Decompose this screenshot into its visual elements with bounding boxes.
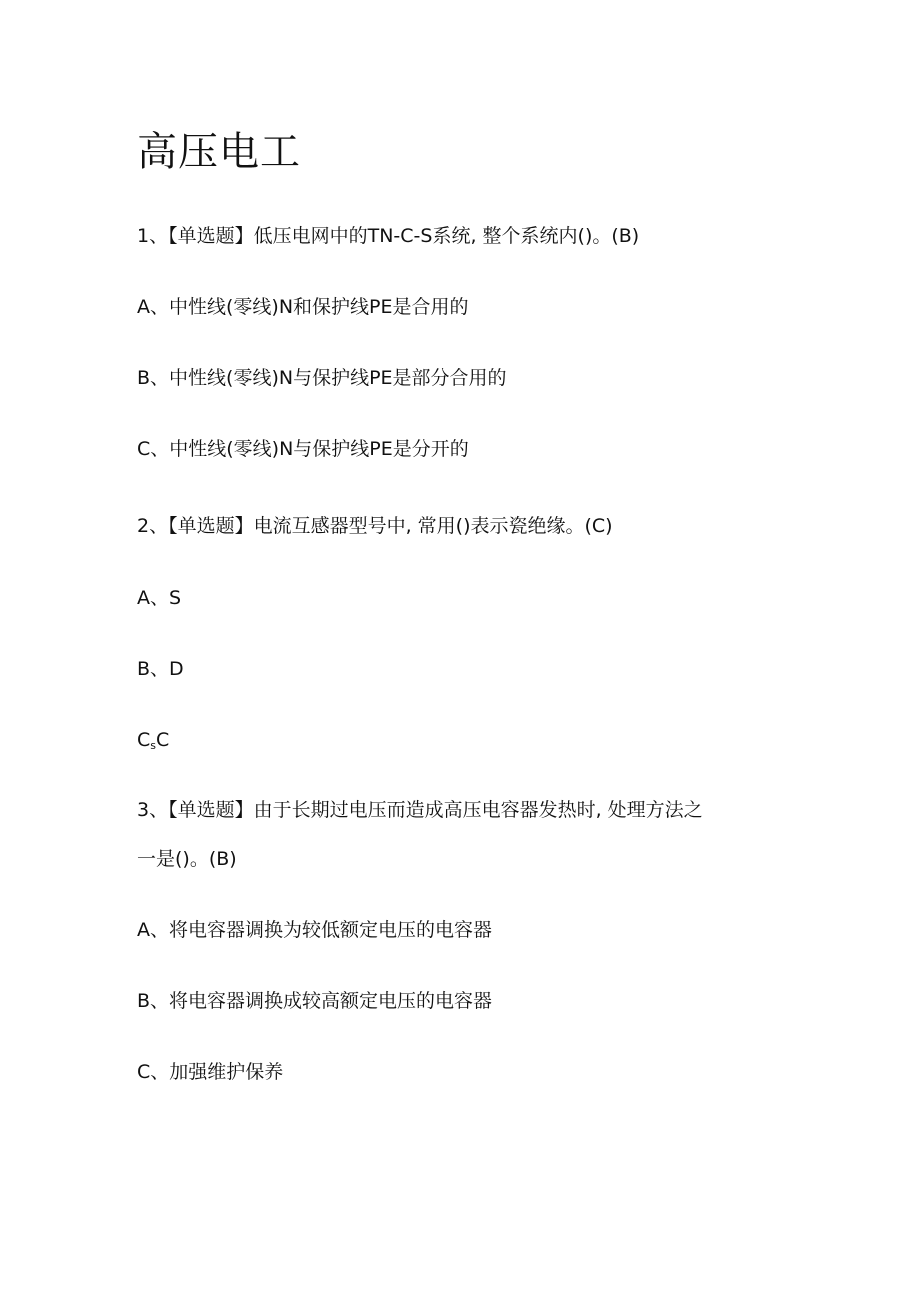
question-3-stem-line-2: 一是()。(B) [137,848,237,870]
question-1-option-a: A、中性线(零线)N和保护线PE是合用的 [137,296,469,318]
question-3-stem-line-1: 3、【单选题】由于长期过电压而造成高压电容器发热时, 处理方法之 [137,799,703,821]
option-separator: s [150,739,157,752]
document-title: 高压电工 [137,129,301,175]
question-1-option-c: C、中性线(零线)N与保护线PE是分开的 [137,438,469,460]
question-1-option-b: B、中性线(零线)N与保护线PE是部分合用的 [137,367,507,389]
question-1-stem: 1、【单选题】低压电网中的TN-C-S系统, 整个系统内()。(B) [137,225,640,247]
question-2-option-b: B、D [137,658,184,680]
question-3-option-b: B、将电容器调换成较高额定电压的电容器 [137,990,493,1012]
question-2-stem: 2、【单选题】电流互感器型号中, 常用()表示瓷绝缘。(C) [137,515,613,537]
option-letter: C [137,729,151,751]
question-2-option-c [137,726,169,757]
question-3-option-c: C、加强维护保养 [137,1061,284,1083]
question-2-option-a: A、S [137,587,182,609]
option-value: C [156,729,170,751]
question-3-option-a: A、将电容器调换为较低额定电压的电容器 [137,919,492,941]
